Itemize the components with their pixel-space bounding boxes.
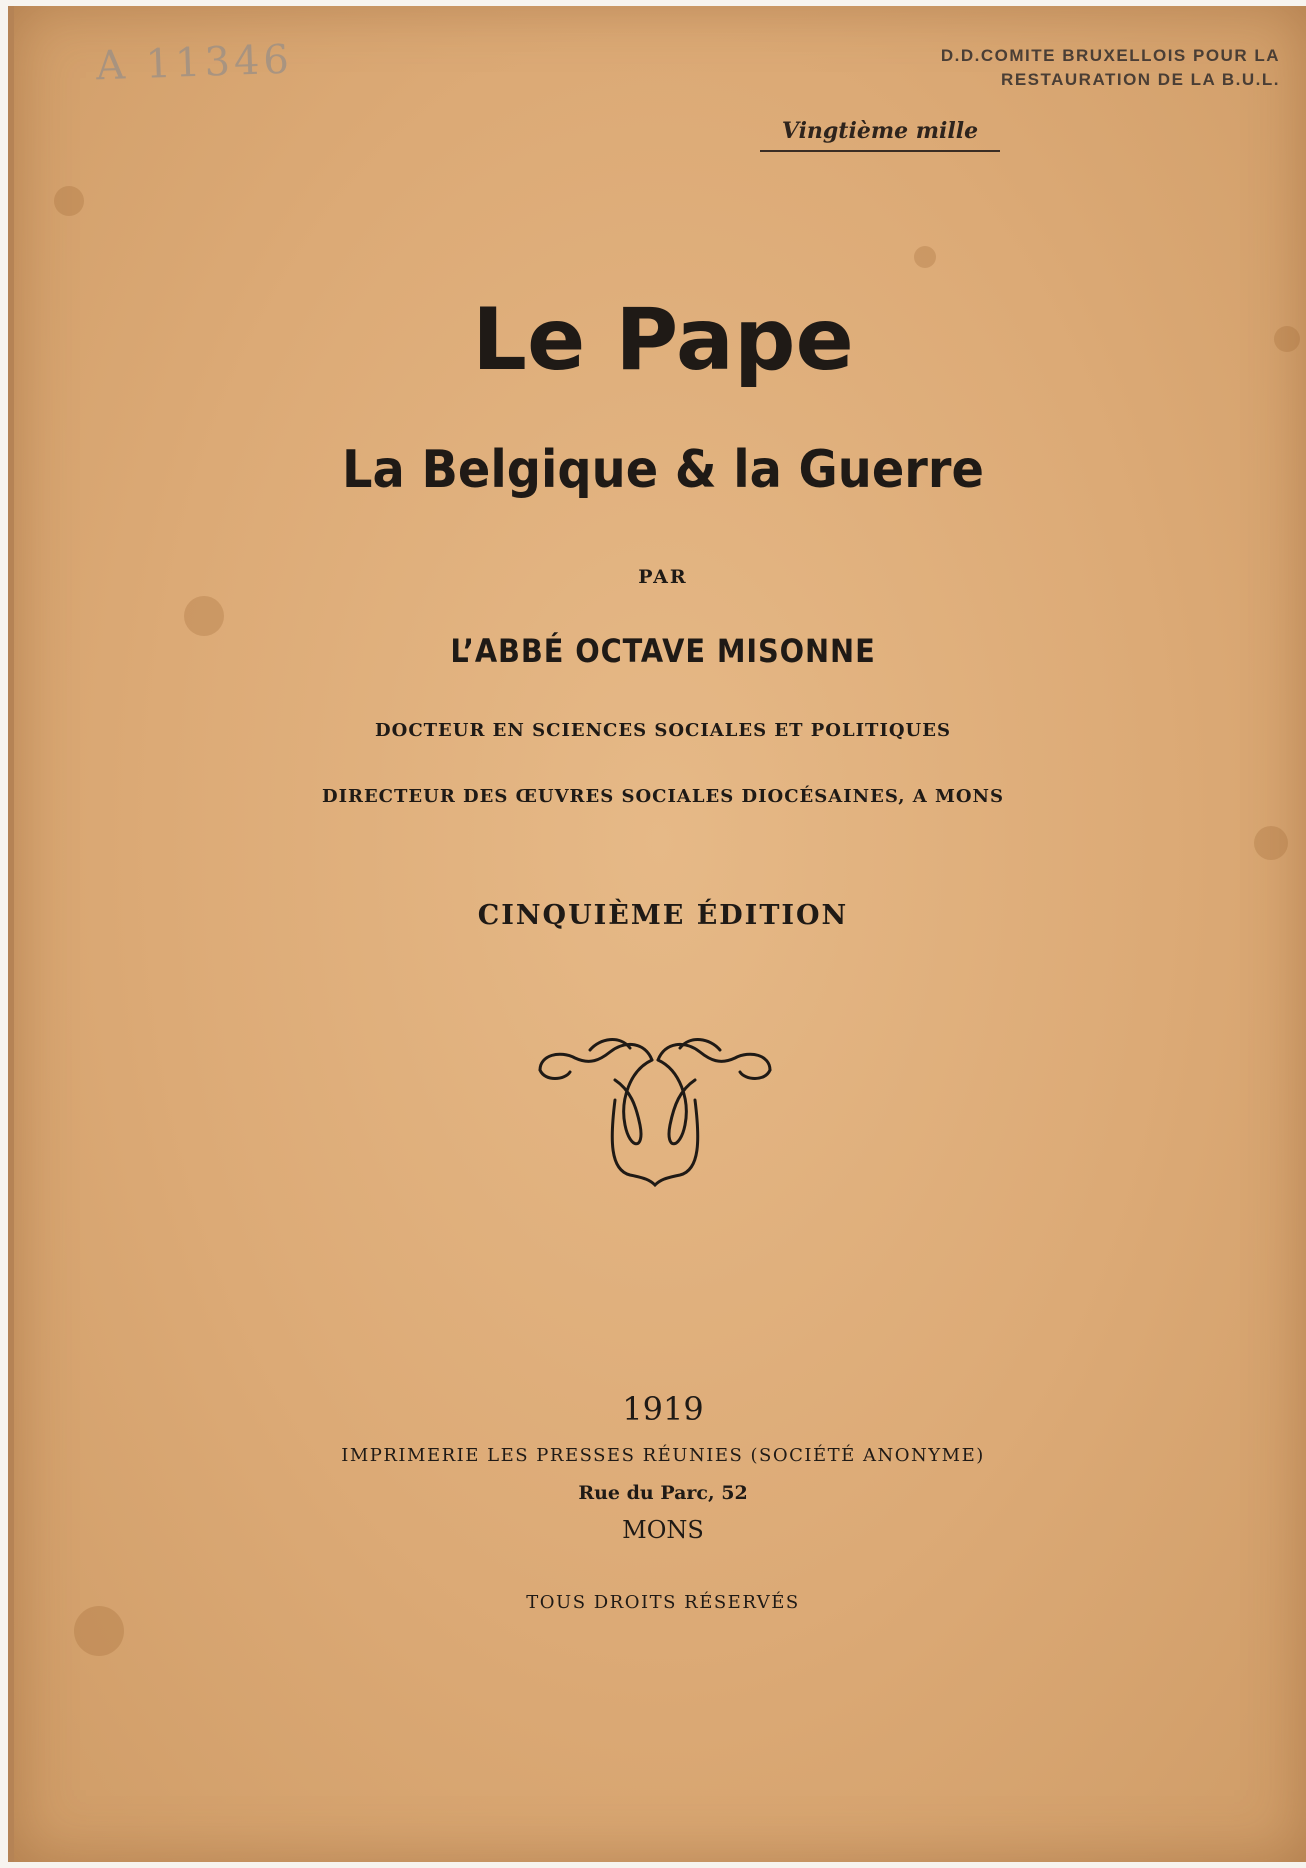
foxing-spot (184, 596, 224, 636)
rights-notice: TOUS DROITS RÉSERVÉS (526, 1592, 800, 1613)
art-nouveau-fleuron-icon (530, 1030, 780, 1190)
foxing-spot (54, 186, 84, 216)
print-run-label: Vingtième mille (760, 118, 1000, 152)
foxing-spot (74, 1606, 124, 1656)
book-subtitle: La Belgique & la Guerre (342, 440, 984, 500)
publication-year: 1919 (622, 1390, 704, 1428)
author-name: L’ABBÉ OCTAVE MISONNE (450, 632, 876, 670)
author-credential-1: DOCTEUR EN SCIENCES SOCIALES ET POLITIQUES (375, 720, 951, 741)
by-line: PAR (638, 566, 688, 588)
handwritten-shelfmark: A 11346 (95, 36, 294, 90)
book-title: Le Pape (472, 290, 854, 390)
stamp-line-2: RESTAURATION DE LA B.U.L. (1001, 70, 1280, 89)
printer-address: Rue du Parc, 52 (578, 1482, 748, 1504)
library-stamp (870, 44, 1280, 92)
publication-city: MONS (622, 1516, 704, 1544)
author-credential-2: DIRECTEUR DES ŒUVRES SOCIALES DIOCÉSAINES, A MONS (321, 786, 1005, 807)
printer-name: IMPRIMERIE LES PRESSES RÉUNIES (SOCIÉTÉ ANONYME) (341, 1445, 985, 1466)
stamp-line-1: D.D.COMITE BRUXELLOIS POUR LA (940, 46, 1280, 65)
foxing-spot (1254, 826, 1288, 860)
foxing-spot (914, 246, 936, 268)
edition-label: CINQUIÈME ÉDITION (477, 900, 849, 931)
book-cover (8, 6, 1306, 1862)
